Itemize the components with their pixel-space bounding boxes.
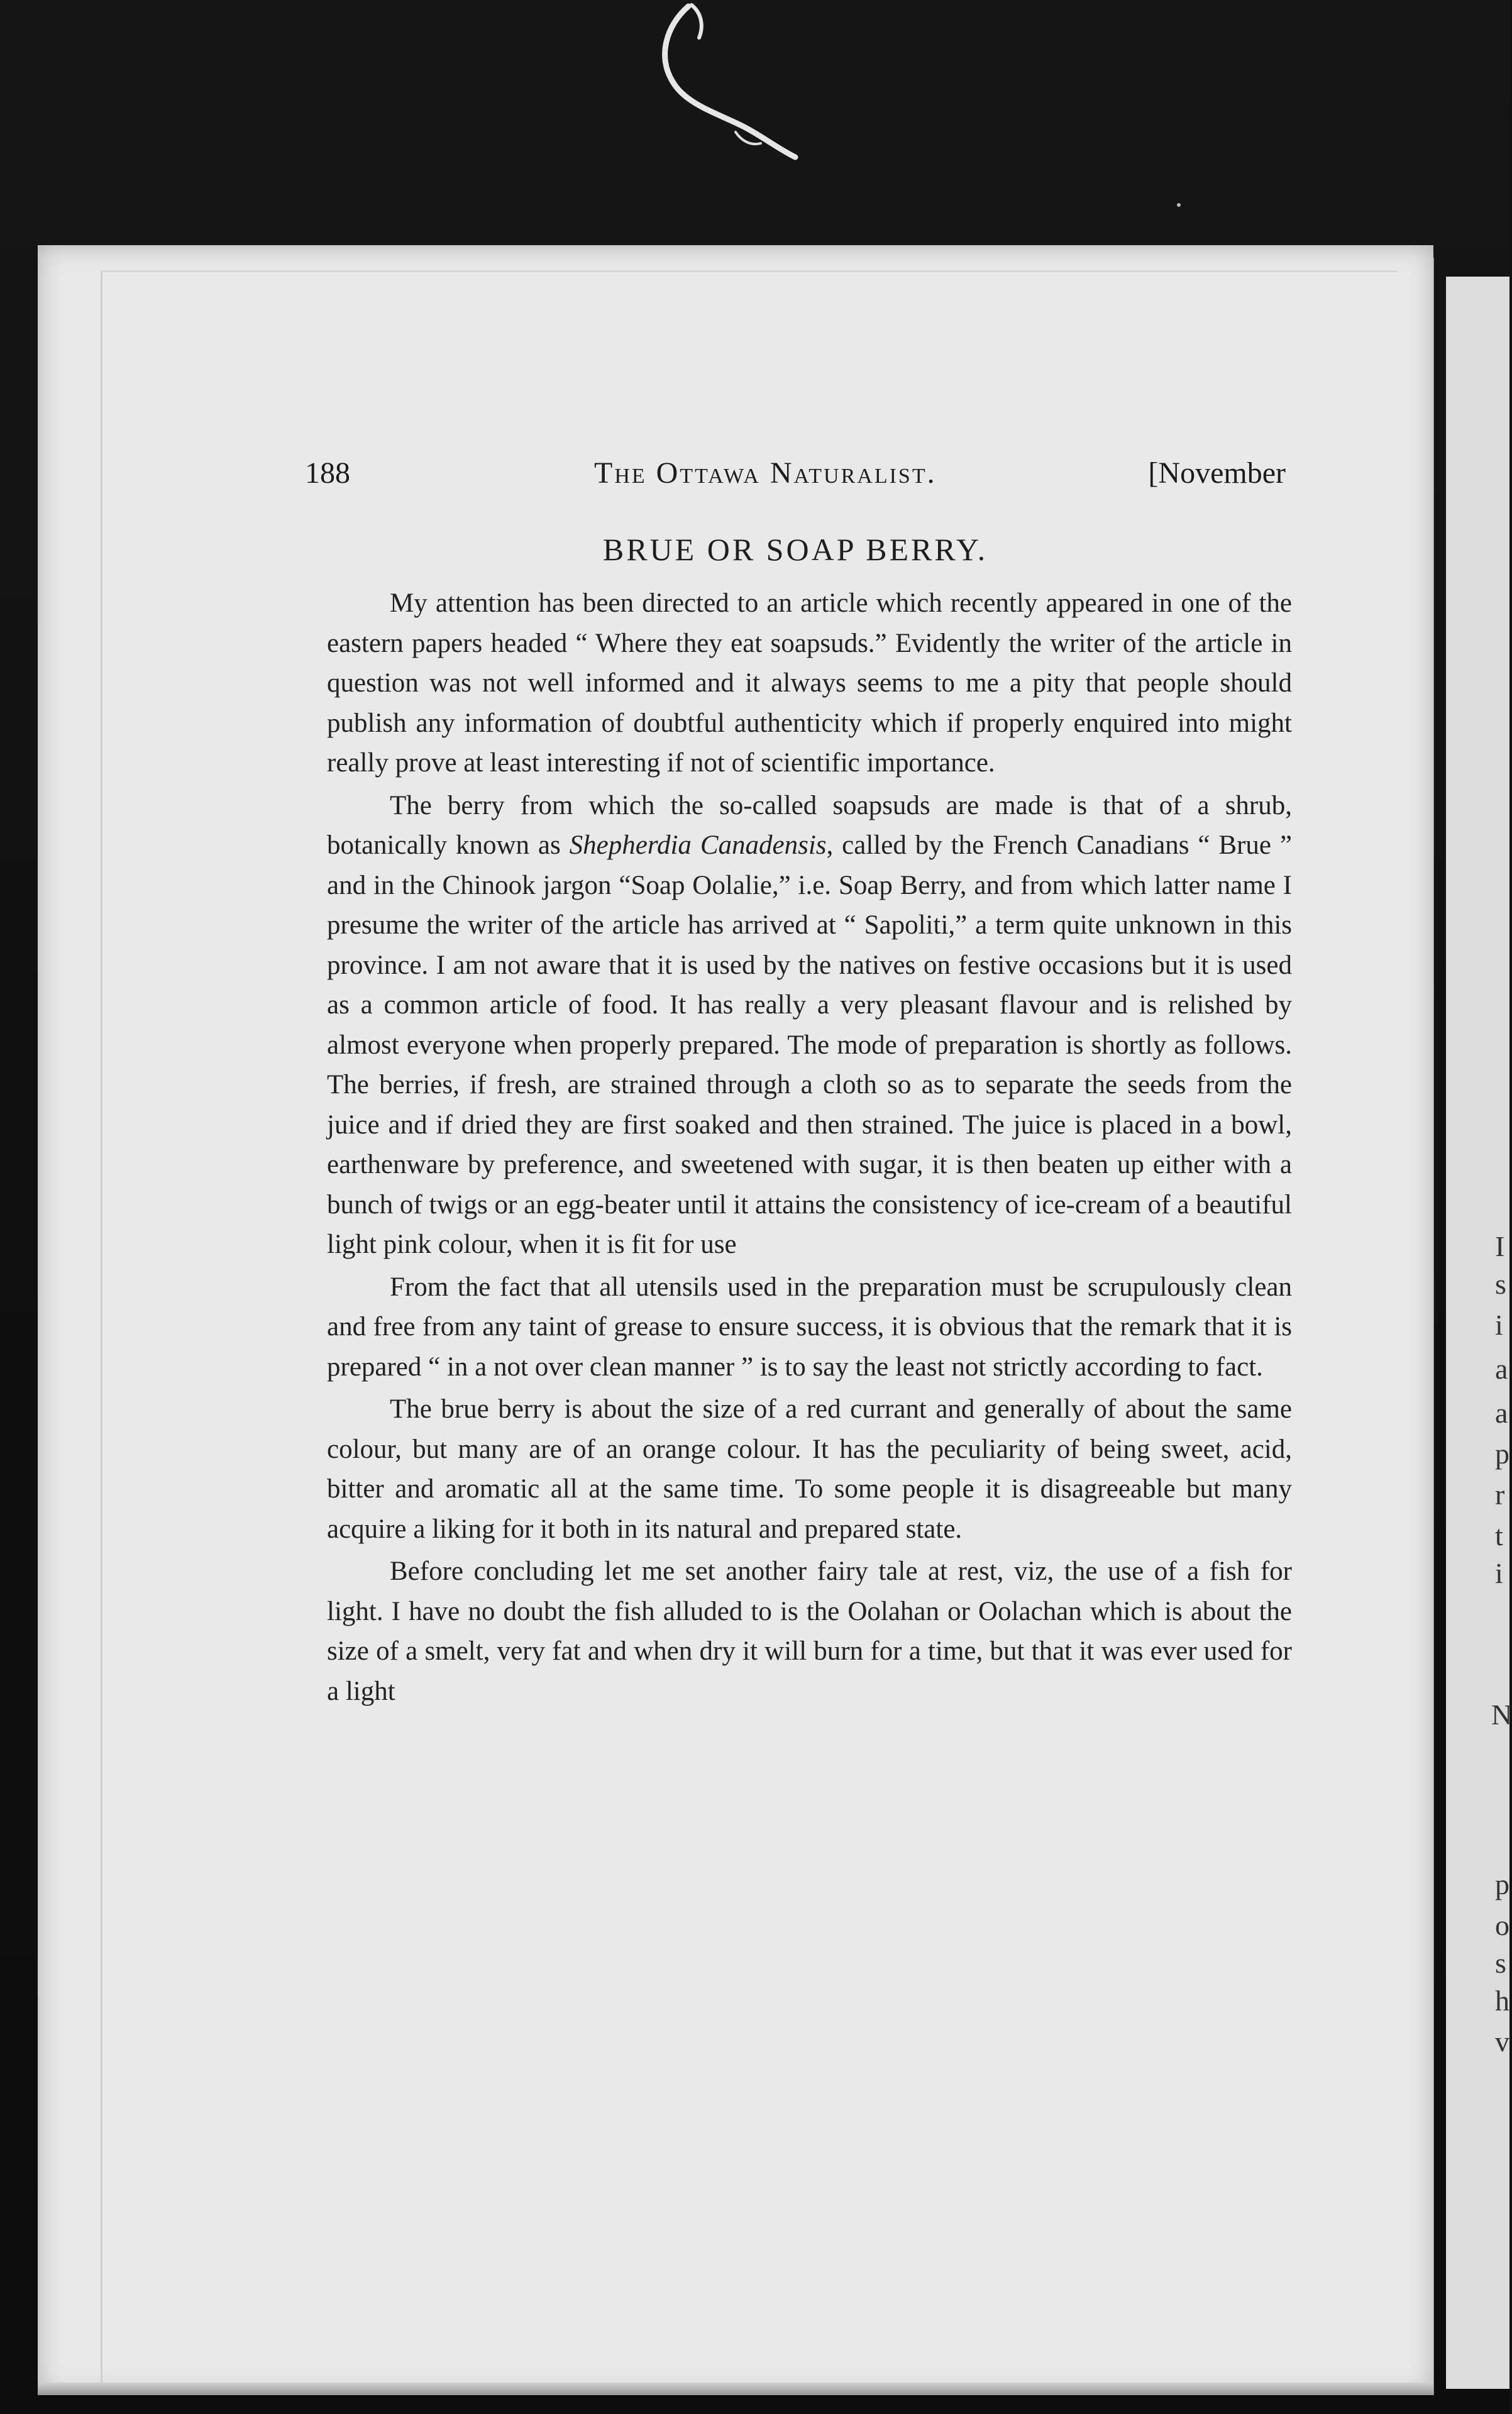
paragraph: From the fact that all utensils used in the preparation must be scrupulously clean and free from any taint of grease to ensure success, it is obvious that the remark that it is prepared “ in a not over clean manner ” is to say the least not strictly according to fact. <box>327 1272 1292 1382</box>
margin-letter: N <box>1491 1699 1512 1731</box>
paragraph: Before concluding let me set another fairy tale at rest, viz, the use of a fish for light. I have no doubt the fish alluded to is the Oolahan or Oolachan which is about the size of a smelt, very fat and when dry it will burn for a time, but that it was ever used for a light <box>327 1557 1292 1706</box>
margin-letter: s <box>1495 1947 1506 1979</box>
thread-artifact <box>641 0 830 163</box>
margin-letter: I <box>1495 1230 1505 1262</box>
paragraph <box>327 786 1292 1265</box>
species-name: Shepherdia Canadensis <box>569 830 827 860</box>
page-header <box>305 456 1286 500</box>
issue-month: [November <box>1148 456 1286 490</box>
margin-letter: p <box>1495 1868 1509 1900</box>
margin-letter: i <box>1495 1557 1503 1589</box>
margin-letter: h <box>1495 1985 1509 2017</box>
margin-letter: s <box>1495 1268 1506 1300</box>
paragraph: The brue berry is about the size of a red currant and generally of about the same colour, but many are of an orange colour. It has the peculiarity of being sweet, acid, bitter and aromatic all at the same time. To some people it is disagreeable but many acquire a liking for it both in its natural and prepared state. <box>327 1394 1292 1544</box>
article-body <box>327 583 1292 1711</box>
margin-letter: v <box>1495 2025 1509 2058</box>
margin-letter: a <box>1495 1353 1508 1385</box>
dust-speck <box>1177 203 1181 207</box>
paragraph: My attention has been directed to an article which recently appeared in one of the eastern papers headed “ Where they eat soapsuds.” Evidently the writer of the article in question was not well informed and it always seems to me a pity that people should publish any information of doubtful authenticity which if properly enquired into might really prove at least interesting if not of scientific importance. <box>327 588 1292 778</box>
paragraph-text: The berry from which the so-called soapsuds are made is that of a shrub, botanically known as <box>327 790 1292 860</box>
margin-letter: t <box>1495 1519 1503 1551</box>
journal-title: The Ottawa Naturalist. <box>594 456 937 490</box>
margin-letter: r <box>1495 1479 1505 1511</box>
page-bottom-edge <box>38 2383 1433 2395</box>
paragraph-text: , called by the French Canadians “ Brue ” and in the Chinook jargon “Soap Oolalie,” i.e. Soap Berry, and from which latter name I presume the writer of the article has arrived at “ Sapoliti,” a term quite unknown in this province. I am not aware that it is used by the natives on festive occasions but it is used as a common article of food. It has really a very pleasant flavour and is relished by almost everyone when properly prepared. The mode of preparation is shortly as follows. The berries, if fresh, are strained through a cloth so as to separate the seeds from the juice and if dried they are first soaked and then strained. The juice is placed in a bowl, earthenware by preference, and sweetened with sugar, it is then beaten up either with a bunch of twigs or an egg-beater until it attains the consistency of ice-cream of a beautiful light pink colour, when it is fit for use <box>327 830 1293 1259</box>
margin-letter: o <box>1495 1909 1509 1941</box>
margin-letter: a <box>1495 1397 1508 1429</box>
margin-letter: p <box>1495 1438 1509 1470</box>
article-title: BRUE OR SOAP BERRY. <box>602 532 988 567</box>
margin-letter: i <box>1495 1309 1503 1341</box>
page-number: 188 <box>305 456 350 490</box>
